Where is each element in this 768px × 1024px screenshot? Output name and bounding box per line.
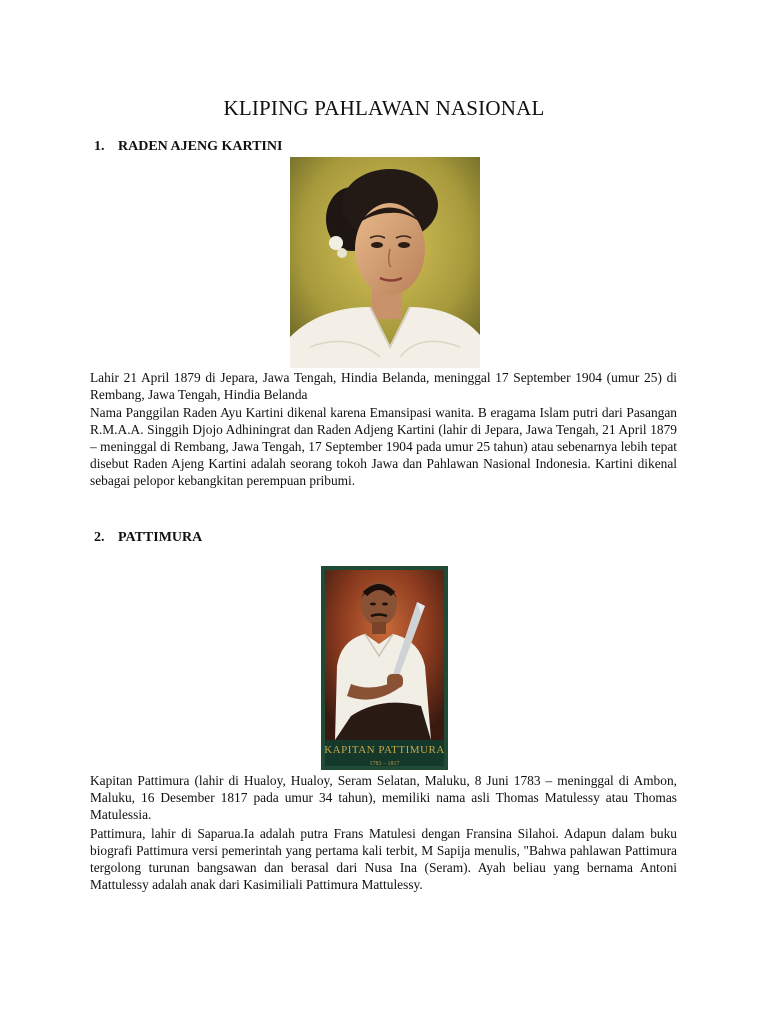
portrait-kartini-icon: [290, 157, 480, 368]
kartini-paragraph-1: Lahir 21 April 1879 di Jepara, Jawa Tengah, Hindia Belanda, meninggal 17 September 1904 (umur 25) di Rembang, Jawa Tengah, Hindia Belanda: [90, 370, 677, 402]
poster-caption: KAPITAN PATTIMURA: [324, 744, 445, 756]
pattimura-poster-image: [321, 566, 448, 770]
poster-pattimura-icon: [321, 566, 448, 770]
section-heading-pattimura: [94, 530, 202, 546]
section-number: 1.: [94, 139, 105, 154]
kartini-paragraph-2: Nama Panggilan Raden Ayu Kartini dikenal karena Emansipasi wanita. B eragama Islam putri dari Pasangan R.M.A.A. Singgih Djojo Adhiningrat dan Raden Adjeng Kartini (lahir di Jepara, Jawa Tengah, 21 April 1879 – meninggal di Rembang, Jawa Tengah, 17 September 1904 pada umur 25 tahun) atau sebenarnya lebih tepat disebut Raden Ajeng Kartini adalah seorang tokoh Jawa dan Pahlawan Nasional Indonesia. Kartini dikenal sebagai pelopor kebangkitan perempuan pribumi.: [90, 405, 677, 488]
section-title: RADEN AJENG KARTINI: [118, 139, 283, 154]
section-title: PATTIMURA: [118, 530, 203, 545]
kartini-portrait-image: [290, 157, 480, 368]
pattimura-paragraph-2: Pattimura, lahir di Saparua.Ia adalah putra Frans Matulesi dengan Fransina Silahoi. Adapun dalam buku biografi Pattimura versi pemerintah yang pertama kali terbit, M Sapija menulis, "Bahwa pahlawan Pattimura tergolong turunan bangsawan dan berasal dari Nusa Ina (Seram). Ayah beliau yang bernama Antoni Mattulessy adalah anak dari Kasimiliali Pattimura Mattulessy.: [90, 826, 677, 892]
section-number: 2.: [94, 530, 105, 545]
poster-years: 1783 – 1817: [369, 761, 400, 767]
page-title: KLIPING PAHLAWAN NASIONAL: [223, 96, 545, 120]
section-heading-kartini: [94, 139, 282, 155]
pattimura-paragraph-1: Kapitan Pattimura (lahir di Hualoy, Hualoy, Seram Selatan, Maluku, 8 Juni 1783 – meninggal di Ambon, Maluku, 16 Desember 1817 pada umur 34 tahun), memiliki nama asli Thomas Matulessy atau Thomas Matulessia.: [90, 773, 677, 822]
